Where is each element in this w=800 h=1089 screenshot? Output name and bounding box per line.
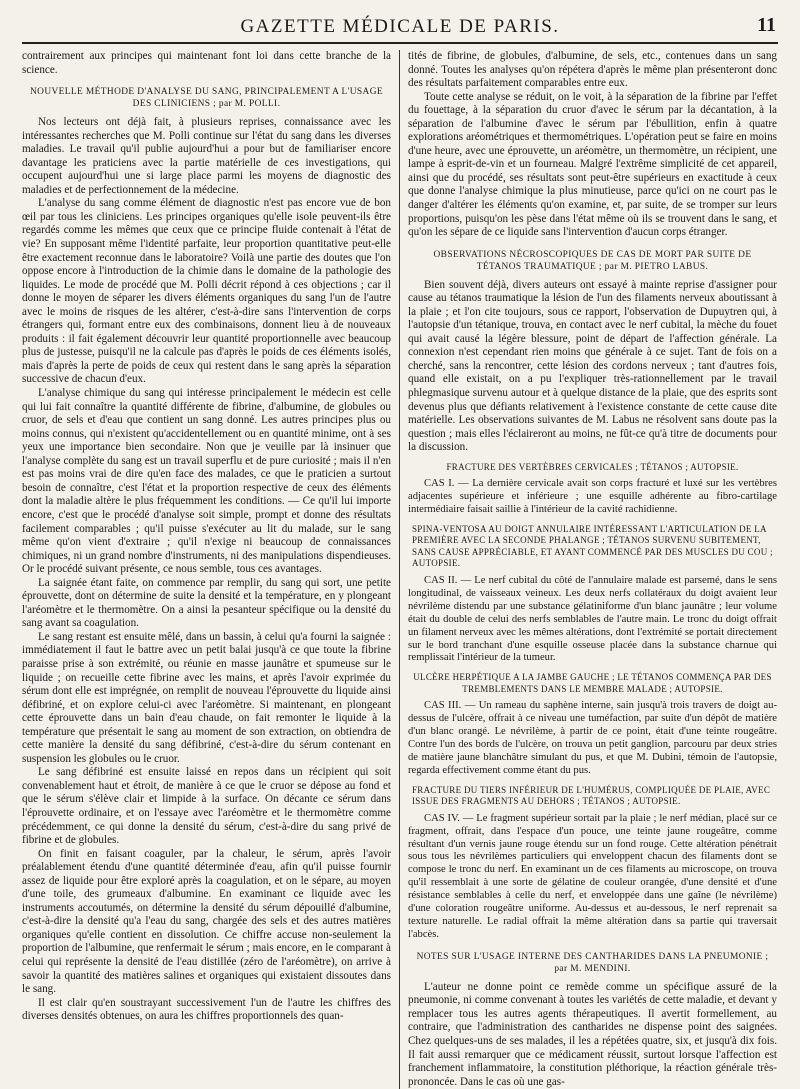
paragraph: Bien souvent déjà, divers auteurs ont essayé à mainte reprise d'assigner pour cause au tétanos traumatique la lésion de l'un des filaments nerveux aboutissant à la plaie ; et l'on cite toujours, sous ce rapport, l'observation de Dupuytren qui, à l'autopsie d'un tétanique, trouva, en contact avec le nerf cubital, la mèche du fouet qui avait causé la légère blessure, point de départ de l'affection générale. La connexion n'est cependant rien moins que générale à ce sujet. Tant de fois on a cherché, sans la rencontrer, cette lésion des cordons nerveux ; tant d'autres fois, quand elle existait, on a pu l'expliquer très-rationnellement par le travail phlegmasique survenu autour et à quelque distance de la plaie, que des esprits sont devenus plus que défiants relativement à l'existence constante de cette cause dite matérielle. Les observations suivantes de M. Labus ne résolvent sans doute pas la question ; mais elles l'éclaireront au moins, ne fût-ce qu'à titre de documents pour la discussion. xyxy=(408,278,777,454)
section-title-mendini: NOTES SUR L'USAGE INTERNE DES CANTHARIDES DANS LA PNEUMONIE ; par M. MENDINI. xyxy=(416,951,769,974)
paragraph: Le sang restant est ensuite mêlé, dans un bassin, à celui qu'a fourni la saignée : immédiatement il faut le battre avec un petit balai jusqu'à ce que toute la fibrine paraisse prise à son extrémité, ou réunie en masse jaunâtre et spumeuse sur le liquide ; on recueille cette fibrine avec les mains, et après l'avoir exprimée du sérum dont elle est imprégnée, on remplit de nouveau l'éprouvette du liquide ainsi défibriné, et on explore celui-ci avec l'aréomètre. Si maintenant, en plongeant cette éprouvette dans un bain d'eau chaude, on fait remonter le liquide à la température que présentait le sang au moment de son extraction, on obtiendra de cette manière la densité du sang défibriné, c'est-à-dire du sérum contenant en suspension les globules ou le cruor. xyxy=(22,630,391,765)
two-column-body xyxy=(22,50,778,1089)
case-text: CAS II. — Le nerf cubital du côté de l'annulaire malade est parsemé, dans le sens longitudinal, de vaisseaux veineux. Les deux nerfs collatéraux du doigt avaient leur névrilème distendu par une substance gélatiniforme d'un blanc jaunâtre ; leur volume était du double de celui des nerfs semblables de l'autre main. Le tronc du doigt offrait un filament nerveux avec les mêmes altérations, dont l'extrémité se portait directement sur le bord tranchant d'une esquille osseuse placée dans la substance charnue qui remplissait l'intérieur de la tumeur. xyxy=(408,574,777,664)
section-title-polli: NOUVELLE MÉTHODE D'ANALYSE DU SANG, PRINCIPALEMENT A L'USAGE DES CLINICIENS ; par M. POLLI. xyxy=(30,87,383,110)
case-heading: FRACTURE DU TIERS INFÉRIEUR DE L'HUMÉRUS, COMPLIQUÉE DE PLAIE, AVEC ISSUE DES FRAGMENTS AU DEHORS ; TÉTANOS ; AUTOPSIE. xyxy=(412,784,771,807)
paragraph: Toute cette analyse se réduit, on le voit, à la séparation de la fibrine par l'effet du fouettage, à la séparation du cruor d'avec le sérum par la décantation, à la séparation de l'albumine d'avec le sérum par l'ébullition, enfin à quatre explorations aréométriques et thermométriques. L'opération peut se faire en moins d'une heure, avec une éprouvette, un aréomètre, un thermomètre, un récipient, une lampe à esprit-de-vin et un fourneau. Malgré l'extrême simplicité de cet appareil, ainsi que du procédé, ses résultats sont peut-être supérieurs en exactitude à ceux que donne l'analyse chimique la plus minutieuse, parce qu'ici on ne court pas le danger d'altérer les éléments qu'on examine, et, par suite, de se tromper sur leurs proportions, puisqu'on les pèse dans l'état même où ils se trouvent dans le sang, et qu'on les sépare de ce liquide sans l'intervention d'aucun corps étranger. xyxy=(408,90,777,239)
paragraph: Nos lecteurs ont déjà fait, à plusieurs reprises, connaissance avec les intéressantes recherches que M. Polli continue sur l'état du sang dans les diverses maladies. Le travail qu'il publie aujourd'hui a pour but de familiariser encore davantage les praticiens avec la partie matérielle de ces investigations, qui occupent aujourd'hui une si large place parmi les moyens de diagnostic des maladies et de perfectionnement de la médecine. xyxy=(22,116,391,196)
paragraph: Le sang défibriné est ensuite laissé en repos dans un récipient qui soit convenablement haut et étroit, de manière à ce que le cruor se dépose au fond et que le sérum s'élève clair et limpide à la surface. On décante ce sérum dans l'éprouvette ordinaire, et on l'essaye avec l'aréomètre et le thermomètre comme précédemment, ce qui donne la densité du sérum, c'est-à-dire du sang privé de fibrine et de globules. xyxy=(22,766,391,847)
paragraph: Il est clair qu'en soustrayant successivement l'un de l'autre les chiffres des diverses densités obtenues, on aura les chiffres proportionnels des quan- xyxy=(22,996,391,1023)
paragraph: L'auteur ne donne point ce remède comme un spécifique assuré de la pneumonie, ni comme convenant à toutes les variétés de cette maladie, et devant y remplacer tous les autres agents thérapeutiques. Il avertit formellement, au contraire, que l'administration des cantharides ne dispense point des saignées. Chez quelques-uns de ses malades, il les a répétées quatre, six, et jusqu'à dix fois. Il fait aussi remarquer que ce médicament réussit, surtout lorsque l'affection est franchement inflammatoire, la constitution pléthorique, la réaction générale très-prononcée. Dans le cas où une gas- xyxy=(408,980,777,1088)
paragraph: L'analyse du sang comme élément de diagnostic n'est pas encore vue de bon œil par tous les cliniciens. Les principes organiques qu'elle isole peuvent-ils être regardés comme les mêmes que ceux que ce principe fluide contenait à l'état de vie? En supposant même l'identité parfaite, leur proportion quantitative peut-elle être exactement reconnue dans le laboratoire? Voilà une partie des doutes que l'on oppose encore à l'introduction de la chimie dans le domaine de la pathologie des liquides. Le mode de procédé que M. Polli décrit répond à ces objections ; car il donne le moyen de séparer les divers éléments organiques du sang l'un de l'autre avec le moins de risques de les altérer, c'est-à-dire sans l'intervention de corps étrangers qui, formant entre eux des combinaisons, donnent lieu à de nouveaux produits : il fait également découvrir leur quantité proportionnelle avec beaucoup plus de justesse, puisqu'il ne la calcule pas d'après le poids de ces éléments isolés, mais d'après la perte de poids de ceux qui restent dans le sang après la séparation successive de chacun d'eux. xyxy=(22,197,391,386)
paragraph: L'analyse chimique du sang qui intéresse principalement le médecin est celle qui lui fait connaître la quantité différente de fibrine, d'albumine, de globules ou cruor, de sels et d'eau que contient un sang donné. Les autres principes plus ou moins connus, qui n'existent qu'accidentellement ou en quantité minime, ont à ses yeux une importance bien secondaire. Non que je veuille par là insinuer que l'analyse complète du sang est un travail superflu et de pure curiosité ; mais il n'en est pas moins vrai de dire qu'en face des malades, ce que le praticien a surtout besoin de connaître, c'est l'état et la proportion respective de ceux des éléments dont la maladie altère le plus fréquemment les conditions. — Ce qu'il lui importe encore, c'est que le procédé d'analyse soit simple, prompt et donne des résultats facilement comparables ; qu'il puisse s'exécuter au lit du malade, sur le sang même qu'on vient d'extraire ; qu'il n'exige ni beaucoup de connaissances chimiques, ni un grand nombre d'instruments, ni des manipulations dispendieuses. Or le procédé suivant présente, ce nous semble, tous ces avantages. xyxy=(22,387,391,576)
case-heading: SPINA-VENTOSA AU DOIGT ANNULAIRE INTÉRESSANT L'ARTICULATION DE LA PREMIÈRE AVEC LA SECONDE PHALANGE ; TÉTANOS SURVENU SUBITEMENT, SANS CAUSE APPRÉCIABLE, ET AYANT COMMENCÉ PAR DES MUSCLES DU COU ; AUTOPSIE. xyxy=(412,523,773,569)
paragraph: On finit en faisant coaguler, par la chaleur, le sérum, après l'avoir préalablement étendu d'une quantité déterminée d'eau, afin qu'il puisse fournir assez de liquide pour être exploré après la coagulation, et on le sépare, au moyen d'une toile, des grumeaux d'albumine. En examinant ce liquide avec les instruments accoutumés, on détermine la densité du sérum dépouillé d'albumine, c'est-à-dire la densité qu'a l'eau du sang, chargée des sels et des autres matières organiques qu'elle contient en dissolution. Ce chiffre accuse non-seulement la proportion de l'albumine, que renfermait le sérum ; mais encore, en le comparant à celui qui représente la densité de l'eau distillée (zéro de l'aréomètre), on arrive à savoir la quantité des matières salines et organiques qui existaient dissoutes dans le sang. xyxy=(22,847,391,996)
case-text: CAS IV. — Le fragment supérieur sortait par la plaie ; le nerf médian, placé sur ce fragment, offrait, dans l'espace d'un pouce, une teinte jaune rougeâtre, comme résultant d'un vernis jaune rouge étendu sur un fond rouge. Cette altération pénétrait sous tous les névrilèmes particuliers qui enveloppent chacun des filaments dont se compose le tronc du nerf. En examinant un de ces filaments au microscope, on trouva qu'il ressemblait à une sorte de gélatine de couleur orangée, d'une densité et d'une résistance semblables à celle du nerf, et enveloppée dans une gaîne (le névrilème) d'une coloration rougeâtre uniforme. Au-dessus et au-dessous, le nerf reprenait sa texture naturelle. Le radial offrait la même altération dans sa partie qui traversait l'abcès. xyxy=(408,812,777,940)
paragraph: tités de fibrine, de globules, d'albumine, de sels, etc., contenues dans un sang donné. Toutes les analyses qu'on répétera d'après le même plan présenteront donc des résultats parfaitement comparables entre eux. xyxy=(408,50,777,90)
page-header xyxy=(22,14,778,44)
right-column xyxy=(400,50,777,1089)
page-number: 11 xyxy=(757,14,776,36)
intro-paragraph: contrairement aux principes qui maintenant font loi dans cette branche de la science. xyxy=(22,50,391,76)
section-title-labus: OBSERVATIONS NÉCROSCOPIQUES DE CAS DE MORT PAR SUITE DE TÉTANOS TRAUMATIQUE ; par M. PIETRO LABUS. xyxy=(433,249,752,272)
paragraph: La saignée étant faite, on commence par remplir, du sang qui sort, une petite éprouvette, dont on détermine de suite la densité et la température, en y plongeant l'aréomètre et le thermomètre. On a ainsi la pesanteur spécifique ou la densité du sang avant sa coagulation. xyxy=(22,576,391,630)
case-heading: FRACTURE DES VERTÈBRES CERVICALES ; TÉTANOS ; AUTOPSIE. xyxy=(446,461,739,472)
case-heading: ULCÈRE HERPÉTIQUE A LA JAMBE GAUCHE ; LE TÉTANOS COMMENÇA PAR DES TREMBLEMENTS DANS LE MEMBRE MALADE ; AUTOPSIE. xyxy=(413,672,772,694)
left-column xyxy=(22,50,399,1089)
journal-title: GAZETTE MÉDICALE DE PARIS. xyxy=(240,16,560,37)
case-text: CAS I. — La dernière cervicale avait son corps fracturé et luxé sur les vertèbres adjacentes supérieure et inférieure ; une esquille adhérente au fibro-cartilage intermédiaire faisait saillie à l'intérieur de la cavité rachidienne. xyxy=(408,478,777,516)
case-text: CAS III. — Un rameau du saphène interne, sain jusqu'à trois travers de doigt au-dessus de l'ulcère, offrait à ce niveau une tuméfaction, par suite d'un dépôt de matière d'un blanc orangé. Le névrilème, à partir de ce point, était d'une teinte rougeâtre. Contre l'un des bords de l'ulcère, on trouva un petit ganglion, parcouru par deux stries de matière jaune blanchâtre simulant du pus, et que M. Dubini, témoin de l'autopsie, regarda effectivement comme étant du pus. xyxy=(408,700,777,776)
